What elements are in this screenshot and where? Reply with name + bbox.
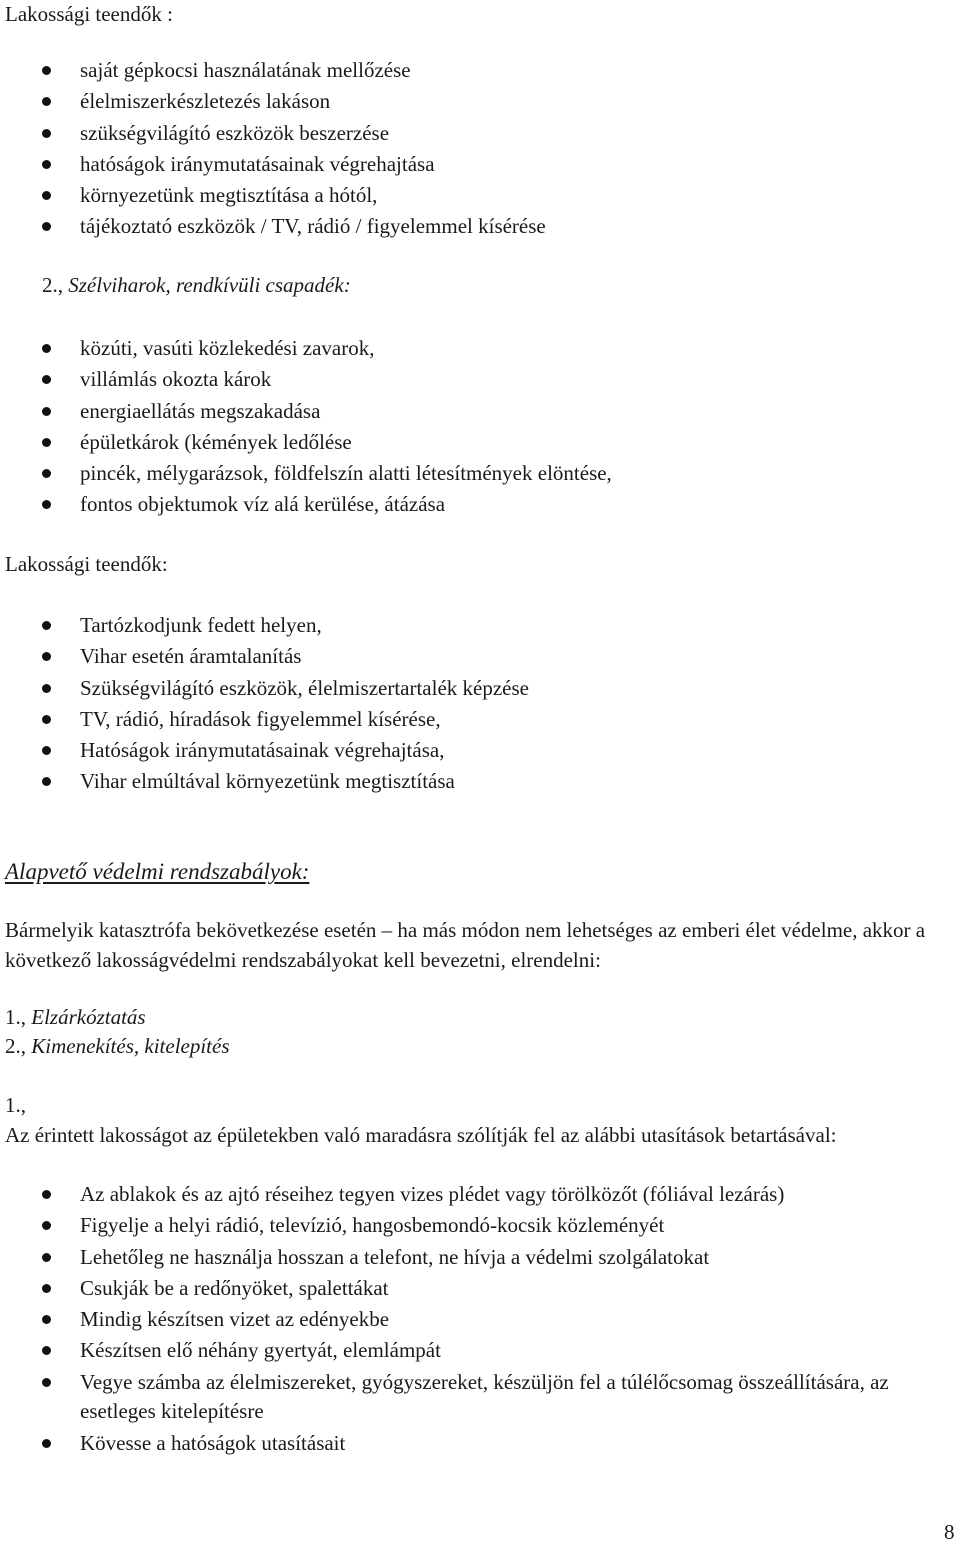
section2-list bbox=[0, 333, 612, 521]
bullet-icon bbox=[42, 160, 51, 169]
section1-list bbox=[0, 55, 546, 243]
list-item-text: Figyelje a helyi rádió, televízió, hangosbemondó-kocsik közleményét bbox=[80, 1213, 665, 1238]
page-number: 8 bbox=[944, 1520, 955, 1544]
list-item bbox=[0, 149, 546, 180]
measure-1 bbox=[5, 1007, 146, 1028]
bullet-icon bbox=[42, 1315, 51, 1324]
list-item bbox=[0, 180, 546, 211]
list-item bbox=[0, 396, 612, 427]
bullet-icon bbox=[42, 375, 51, 384]
list-item-text: tájékoztató eszközök / TV, rádió / figyelemmel kísérése bbox=[80, 214, 546, 239]
list-item-text: környezetünk megtisztítása a hótól, bbox=[80, 183, 378, 208]
subsection-number: 1., bbox=[5, 1093, 26, 1117]
bullet-icon bbox=[42, 469, 51, 478]
section2-heading-text: Szélviharok, rendkívüli csapadék: bbox=[68, 273, 351, 297]
list-item-text: saját gépkocsi használatának mellőzése bbox=[80, 58, 411, 82]
list-item-text: Lehetőleg ne használja hosszan a telefont, ne hívja a védelmi szolgálatokat bbox=[80, 1244, 710, 1269]
bullet-icon bbox=[42, 1190, 51, 1199]
bullet-icon bbox=[42, 715, 51, 724]
list-item-text: Csukják be a redőnyöket, spalettákat bbox=[80, 1275, 389, 1300]
section3-heading: Lakossági teendők: bbox=[5, 552, 168, 576]
bullet-icon bbox=[42, 66, 51, 75]
list-item-text: Vihar elmúltával környezetünk megtisztítása bbox=[80, 769, 455, 794]
list-item bbox=[0, 641, 529, 672]
bullet-icon bbox=[42, 222, 51, 231]
list-item bbox=[0, 333, 612, 364]
measure-2 bbox=[5, 1036, 230, 1057]
list-item-text: Vegye számba az élelmiszereket, gyógyszereket, készüljön fel a túlélőcsomag összeállítására, az esetleges kitelepítésre bbox=[80, 1369, 889, 1423]
bullet-icon bbox=[42, 438, 51, 447]
list-item bbox=[0, 1367, 935, 1428]
list-item-text: Vihar esetén áramtalanítás bbox=[80, 644, 302, 669]
list-item bbox=[0, 364, 612, 395]
list-item bbox=[0, 489, 612, 520]
section2-heading bbox=[42, 275, 351, 296]
list-item-text: hatóságok iránymutatásainak végrehajtása bbox=[80, 151, 435, 176]
list-item-text: Tartózkodjunk fedett helyen, bbox=[80, 613, 322, 637]
list-item bbox=[0, 55, 546, 86]
section4-heading: Alapvető védelmi rendszabályok: bbox=[5, 859, 310, 884]
measure-2-number: 2., bbox=[5, 1034, 26, 1058]
bullet-icon bbox=[42, 621, 51, 630]
list-item-text: közúti, vasúti közlekedési zavarok, bbox=[80, 336, 375, 360]
list-item bbox=[0, 1428, 935, 1459]
section3-list bbox=[0, 610, 529, 798]
bullet-icon bbox=[42, 746, 51, 755]
bullet-icon bbox=[42, 129, 51, 138]
bullet-icon bbox=[42, 344, 51, 353]
bullet-icon bbox=[42, 1378, 51, 1387]
list-item bbox=[0, 610, 529, 641]
list-item-text: élelmiszerkészletezés lakáson bbox=[80, 89, 331, 114]
measure-1-number: 1., bbox=[5, 1005, 26, 1029]
list-item-text: villámlás okozta károk bbox=[80, 367, 272, 392]
section2-heading-number: 2., bbox=[42, 273, 63, 297]
list-item bbox=[0, 1273, 935, 1304]
list-item bbox=[0, 704, 529, 735]
measure-2-text: Kimenekítés, kitelepítés bbox=[31, 1034, 230, 1058]
list-item bbox=[0, 1179, 935, 1210]
bullet-icon bbox=[42, 777, 51, 786]
list-item-text: Hatóságok iránymutatásainak végrehajtása, bbox=[80, 738, 445, 763]
list-item bbox=[0, 1210, 935, 1241]
list-item-text: épületkárok (kémények ledőlése bbox=[80, 429, 352, 454]
list-item bbox=[0, 1304, 935, 1335]
bullet-icon bbox=[42, 684, 51, 693]
list-item-text: Kövesse a hatóságok utasításait bbox=[80, 1430, 346, 1455]
list-item bbox=[0, 1335, 935, 1366]
list-item-text: energiaellátás megszakadása bbox=[80, 398, 321, 423]
list-item bbox=[0, 735, 529, 766]
bullet-icon bbox=[42, 97, 51, 106]
bullet-icon bbox=[42, 1439, 51, 1448]
bullet-icon bbox=[42, 500, 51, 509]
list-item-text: fontos objektumok víz alá kerülése, átázása bbox=[80, 492, 446, 517]
list-item-text: TV, rádió, híradások figyelemmel kísérése, bbox=[80, 706, 441, 731]
bullet-icon bbox=[42, 1284, 51, 1293]
list-item bbox=[0, 1242, 935, 1273]
list-item bbox=[0, 673, 529, 704]
section1-heading: Lakossági teendők : bbox=[5, 2, 173, 26]
list-item-text: Mindig készítsen vizet az edényekbe bbox=[80, 1307, 390, 1332]
list-item bbox=[0, 458, 612, 489]
section4-list bbox=[0, 1179, 935, 1459]
list-item bbox=[0, 427, 612, 458]
bullet-icon bbox=[42, 191, 51, 200]
list-item bbox=[0, 86, 546, 117]
subsection-intro: Az érintett lakosságot az épületekben való maradásra szólítják fel az alábbi utasítások betartásával: bbox=[5, 1123, 837, 1147]
list-item-text: pincék, mélygarázsok, földfelszín alatti létesítmények elöntése, bbox=[80, 461, 612, 486]
list-item-text: Készítsen elő néhány gyertyát, elemlámpát bbox=[80, 1338, 441, 1363]
bullet-icon bbox=[42, 1221, 51, 1230]
bullet-icon bbox=[42, 1346, 51, 1355]
bullet-icon bbox=[42, 1253, 51, 1262]
list-item-text: szükségvilágító eszközök beszerzése bbox=[80, 120, 390, 145]
list-item bbox=[0, 211, 546, 242]
list-item bbox=[0, 118, 546, 149]
bullet-icon bbox=[42, 652, 51, 661]
section4-paragraph: Bármelyik katasztrófa bekövetkezése esetén – ha más módon nem lehetséges az emberi élet védelme, akkor a következő lakosságvédelmi rendszabályokat kell bevezetni, elrendelni: bbox=[5, 918, 926, 972]
list-item-text: Az ablakok és az ajtó réseihez tegyen vizes plédet vagy törölközőt (fóliával lezárás) bbox=[80, 1182, 785, 1206]
list-item-text: Szükségvilágító eszközök, élelmiszertartalék képzése bbox=[80, 675, 529, 700]
measure-1-text: Elzárkóztatás bbox=[31, 1005, 146, 1029]
bullet-icon bbox=[42, 407, 51, 416]
list-item bbox=[0, 766, 529, 797]
